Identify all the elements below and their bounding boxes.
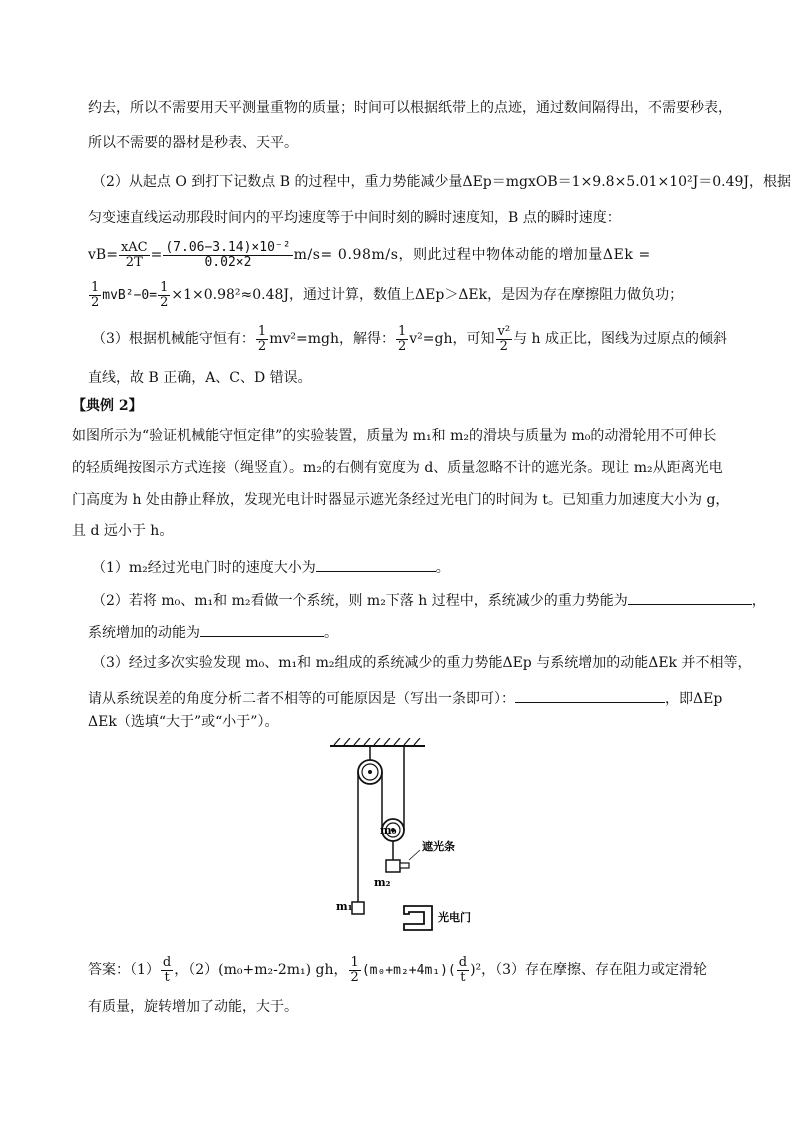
answer-line: 有质量，旋转增加了动能，大于。 [88,999,298,1015]
formula-text: = [150,247,163,263]
answer-blank[interactable] [628,588,752,605]
fraction [256,325,268,354]
numerator: xAC [120,239,148,255]
formula-text: mvB²−0= [102,288,158,303]
question-text: ， [751,593,766,609]
label-m2: m₂ [374,876,391,889]
formula-text: m/s= 0.98m/s，则此过程中物体动能的增加量ΔEk = [293,247,651,263]
question-2-line2 [88,620,338,643]
answer-blank[interactable] [515,686,665,703]
para-line: 所以不需要的器材是秒表、天平。 [88,135,298,151]
denominator: 2 [91,294,100,310]
fraction [158,281,170,310]
question-text: 。 [435,560,450,576]
answer-text: )²，（3）存在摩擦、存在阻力或定滑轮 [470,962,708,978]
m2-block [386,860,400,872]
numerator: 1 [91,279,100,295]
m1-block [352,902,364,914]
photogate [404,906,432,930]
denominator: 2 [350,969,359,985]
question-text: （2）若将 m₀、m₁和 m₂看做一个系统，则 m₂下落 h 过程中，系统减少的重力势能为 [92,593,628,609]
answer-blank[interactable] [200,620,324,637]
numerator: (7.06−3.14)×10⁻² [165,239,291,255]
label-shade-strip: 遮光条 [422,840,455,853]
question-3-line2 [88,686,722,709]
formula-text: （3）根据机械能守恒有： [92,331,255,347]
answer-blank[interactable] [316,555,436,572]
fraction [161,956,173,985]
denominator: 2T [125,254,143,270]
denominator: 0.02×2 [204,254,252,270]
para-line: 约去，所以不需要用天平测量重物的质量；时间可以根据纸带上的点迹，通过数间隔得出，不需要秒表， [88,100,732,116]
label-photogate: 光电门 [438,911,471,924]
formula-text: 与 h 成正比，图线为过原点的倾斜 [513,331,727,347]
pulley-diagram [330,738,500,938]
numerator: 1 [350,954,359,970]
fraction [457,956,469,985]
denominator: t [164,969,170,985]
para-line: 直线，故 B 正确，A、C、D 错误。 [88,370,312,386]
fraction [163,241,292,270]
question-line: 的轻质绳按图示方式连接（绳竖直）。m₂的右侧有宽度为 d、质量忽略不计的遮光条。现让 m₂从距离光电 [72,460,723,476]
question-line: 门高度为 h 处由静止释放，发现光电计时器显示遮光条经过光电门的时间为 t。已知重力加速度大小为 g， [72,492,730,508]
fixed-pulley [358,746,382,784]
denominator: 2 [257,338,267,354]
example-heading: 【典例 2】 [72,398,143,414]
ek-formula-line [88,278,683,313]
leader-line [409,850,420,860]
numerator: 1 [257,323,267,339]
numerator: d [162,954,172,970]
label-m1: m₁ [336,900,353,913]
fraction [349,956,361,985]
question-line: 如图所示为“验证机械能守恒定律”的实验装置，质量为 m₁和 m₂的滑块与质量为 m₀的动滑轮用不可伸长 [72,428,717,444]
question-text: 请从系统误差的角度分析二者不相等的可能原因是（写出一条即可）： [88,691,515,707]
question-1 [92,555,450,578]
label-m0: m₀ [380,824,397,837]
question-3: （3）经过多次实验发现 m₀、m₁和 m₂组成的系统减少的重力势能ΔEp 与系统增加的动能ΔEk 并不相等， [92,655,752,671]
numerator: d [458,954,468,970]
answer-text: ，（2）(m₀+m₂-2m₁) gh， [174,962,348,978]
question-text: 系统增加的动能为 [88,625,200,641]
denominator: 2 [499,338,508,354]
answer-text: (m₀+m₂+4m₁)( [361,963,456,978]
numerator: v² [497,323,511,339]
formula-text: ×1×0.98²≈0.48J，通过计算，数值上ΔEp＞ΔEk，是因为存在摩擦阻力做负功； [171,287,684,303]
question-3-line3: ΔEk（选填“大于”或“小于”）。 [88,714,279,730]
p3-line [92,322,727,356]
numerator: 1 [397,323,407,339]
denominator: 2 [397,338,407,354]
formula-text: vB= [88,247,118,263]
para-line: （2）从起点 O 到打下记数点 B 的过程中，重力势能减少量ΔEp＝mgxOB＝1×9.8×5.01×10²J＝0.49J，根据 [92,174,792,190]
fraction [396,325,408,354]
answer-text: 答案：（1） [88,962,160,978]
answer-line [88,952,707,989]
shade-strip [400,863,409,868]
vb-formula-line [88,238,651,272]
fraction [119,241,150,270]
question-text: （1）m₂经过光电门时的速度大小为 [92,560,316,576]
denominator: 2 [160,294,169,310]
question-2 [92,588,766,611]
question-line: 且 d 远小于 h。 [72,523,174,539]
ceiling [330,738,425,746]
fraction [496,325,513,354]
numerator: 1 [160,279,169,295]
question-text: ，即ΔEp [665,691,723,707]
para-line: 匀变速直线运动那段时间内的平均速度等于中间时刻的瞬时速度知，B 点的瞬时速度： [88,210,621,226]
denominator: t [460,969,466,985]
formula-text: v²=gh，可知 [409,331,495,347]
formula-text: mv²=mgh，解得： [269,331,395,347]
question-text: 。 [324,625,338,641]
fraction [89,281,101,310]
